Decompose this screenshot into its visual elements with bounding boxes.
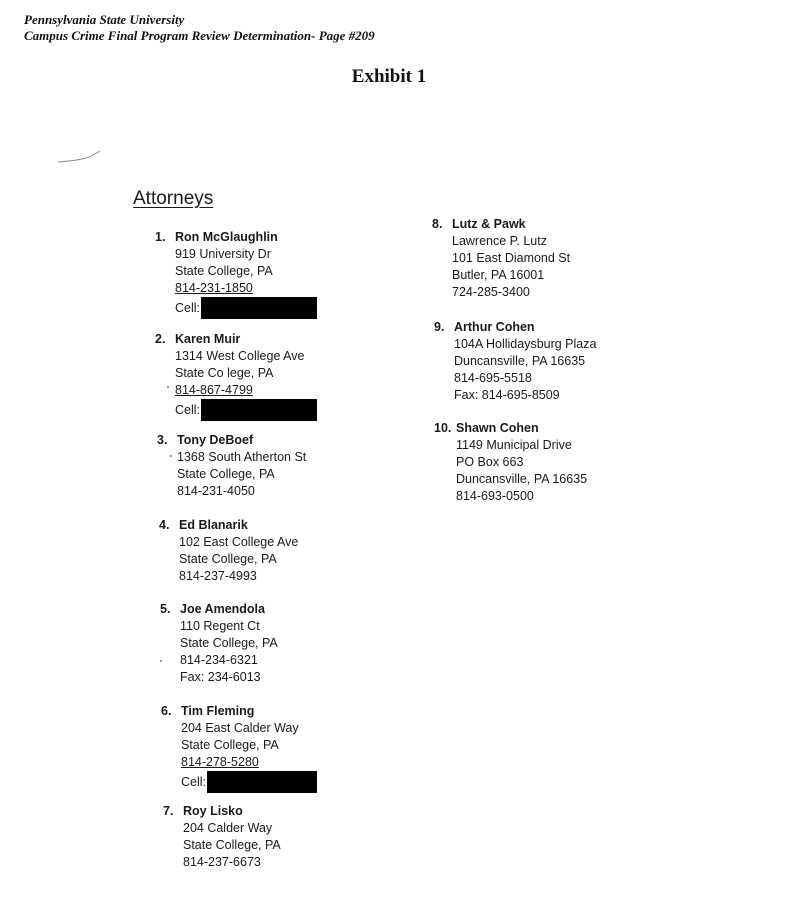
cell-label: Cell: [175,300,201,315]
stray-mark-icon [56,146,104,166]
po-box-line: PO Box 663 [456,455,524,469]
phone-line: 814-867-4799 [175,383,253,397]
phone-line: 814-231-4050 [177,484,255,498]
section-title-attorneys: Attorneys [133,188,214,209]
phone-line: 724-285-3400 [452,285,530,299]
entry-number: 6. [161,704,172,718]
city-line: Butler, PA 16001 [452,268,545,282]
entry-number: 4. [159,518,170,532]
redaction-box [201,399,317,421]
phone-line: 814-278-5280 [181,755,259,769]
entry-number: 9. [434,320,445,334]
phone-line: 814-231-1850 [175,281,253,295]
attorney-entry-1 [155,229,317,319]
address-line: 1368 South Atherton St [177,450,307,464]
address-line: 1149 Municipal Drive [456,438,572,452]
fax-line: Fax: 814-695-8509 [454,388,560,402]
city-line: State College, PA [179,552,277,566]
redaction-box [201,297,317,319]
city-line: Duncansville, PA 16635 [454,354,586,368]
scan-speck [167,386,169,388]
attorney-entry-4 [159,517,298,585]
attorney-name: Ed Blanarik [179,518,248,532]
city-line: State College, PA [181,738,279,752]
attorney-entry-6 [161,703,317,793]
attorney-entry-8 [432,216,570,301]
attorney-name: Tim Fleming [181,704,255,718]
address-line: 204 Calder Way [183,821,273,835]
phone-line: 814-693-0500 [456,489,534,503]
contact-person-line: Lawrence P. Lutz [452,234,547,248]
cell-label: Cell: [181,774,207,789]
attorney-name: Karen Muir [175,332,241,346]
attorney-entry-7 [163,803,281,871]
attorney-entry-9 [434,319,596,404]
header-document-title: Campus Crime Final Program Review Determination- Page #209 [24,28,375,43]
exhibit-title: Exhibit 1 [351,66,427,87]
attorney-name: Shawn Cohen [456,421,539,435]
phone-line: 814-237-4993 [179,569,257,583]
attorney-name: Lutz & Pawk [452,217,526,231]
attorney-entry-5 [160,601,278,686]
attorney-name: Arthur Cohen [454,320,535,334]
attorney-entry-10 [434,420,587,505]
header-institution: Pennsylvania State University [24,12,185,27]
cell-label: Cell: [175,402,201,417]
cell-row [181,771,317,793]
cell-row [175,297,317,319]
address-line: 204 East Calder Way [181,721,299,735]
address-line: 102 East College Ave [179,535,299,549]
entry-number: 1. [155,230,166,244]
cell-row [175,399,317,421]
entry-number: 7. [163,804,174,818]
address-line: 110 Regent Ct [180,619,260,633]
attorney-name: Roy Lisko [183,804,243,818]
city-line: State College, PA [180,636,278,650]
address-line: 101 East Diamond St [452,251,571,265]
entry-number: 3. [157,433,168,447]
phone-line: 814-695-5518 [454,371,532,385]
attorney-name: Joe Amendola [180,602,265,616]
phone-line: 814-234-6321 [180,653,258,667]
attorney-name: Ron McGlaughlin [175,230,278,244]
city-line: State College, PA [183,838,281,852]
fax-line: Fax: 234-6013 [180,670,261,684]
city-line: State College, PA [177,467,275,481]
entry-number: 5. [160,602,171,616]
city-line: State Co lege, PA [175,366,274,380]
scan-speck [160,660,162,662]
scan-speck [170,455,172,457]
city-line: State College, PA [175,264,273,278]
address-line: 104A Hollidaysburg Plaza [454,337,597,351]
entry-number: 10. [434,421,452,435]
attorney-entry-2 [155,331,317,421]
attorney-entry-3 [157,432,306,500]
entry-number: 8. [432,217,443,231]
address-line: 1314 West College Ave [175,349,305,363]
entry-number: 2. [155,332,166,346]
attorney-name: Tony DeBoef [177,433,254,447]
redaction-box [207,771,317,793]
city-line: Duncansville, PA 16635 [456,472,588,486]
address-line: 919 University Dr [175,247,271,261]
phone-line: 814-237-6673 [183,855,261,869]
